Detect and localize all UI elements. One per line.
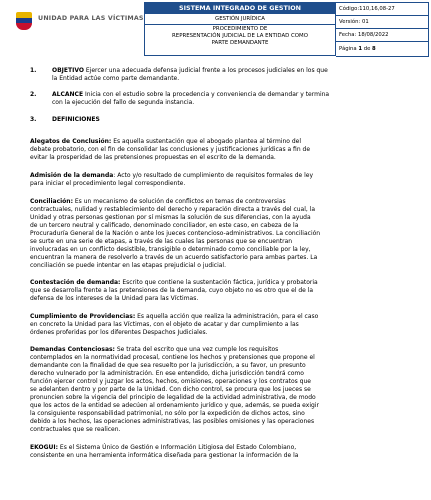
definition-text: contractuales, nulidad y restablecimiento del derecho y reparación directa a través del cual, la (30, 206, 316, 213)
document-version: Versión: 01 (339, 19, 369, 25)
definition-conciliacion (30, 198, 320, 270)
definition-text: Es aquella acción que realiza la administración, para el caso (135, 313, 319, 320)
definition-text: contractuales que se realicen. (30, 426, 121, 433)
definition-ekogui (30, 444, 298, 460)
page-counter (339, 45, 376, 53)
definition-text: de un tercero neutral y calificado, denominado conciliador, en este caso, en cabeza de la (30, 222, 299, 229)
section-number: 2. (30, 91, 37, 98)
page-of: de (363, 46, 371, 52)
definition-text: derecho vulnerado por la administración. En ese entendido, dicha jurisdicción tendrá como (30, 370, 304, 377)
logo-cell (2, 2, 144, 55)
document-code: Código:110,16,08-27 (339, 6, 395, 12)
definition-term: Demandas Contenciosas: (30, 346, 115, 353)
definition-text: la consiguiente responsabilidad patrimonial, no sólo por la expedición de dichos actos, sino (30, 410, 305, 417)
system-title: SISTEMA INTEGRADO DE GESTION (144, 2, 336, 14)
section-title: ALCANCE (52, 91, 84, 98)
definition-cumplimiento (30, 313, 318, 337)
definition-text: función ejercer control y juzgar los actos, hechos, omisiones, operaciones y los contratos que (30, 378, 311, 385)
divider (145, 24, 335, 25)
procedure-line-3: PARTE DEMANDANTE (211, 40, 269, 46)
section-title: DEFINICIONES (52, 116, 100, 123)
page-label: Página (339, 46, 357, 52)
definition-text: órdenes proferidas por los diferentes Despachos Judiciales. (30, 329, 208, 336)
definition-term: Conciliación: (30, 198, 73, 205)
definition-text: contemplados en la normatividad procesal, contiene los hechos y pretensiones que propone el (30, 354, 315, 361)
definition-demandas (30, 346, 319, 434)
section-title: OBJETIVO (52, 67, 84, 74)
definition-text: Es un mecanismo de solución de conflictos en temas de controversias (72, 198, 286, 205)
section-text: con la ejecución del fallo de segunda instancia. (52, 99, 195, 106)
definition-term: Cumplimiento de Providencias: (30, 313, 136, 320)
procedure-line-1: PROCEDIMIENTO DE (212, 26, 268, 32)
definition-text: debido a los hechos, las operaciones administrativas, las posibles omisiones y las operaciones (30, 418, 315, 425)
section-number: 1. (30, 67, 37, 74)
section-text: Inicia con el estudio sobre la procedencia y conveniencia de demandar y termina (83, 91, 330, 98)
definition-text: : Acto y/o resultado de cumplimiento de requisitos formales de ley (113, 172, 314, 179)
definition-text: para iniciar el procedimiento legal correspondiente. (30, 180, 186, 187)
definition-term: EKOGUI: (30, 444, 59, 451)
divider (336, 15, 428, 16)
definition-text: conciliación se puede intentar en las etapas prejudicial o judicial. (30, 262, 227, 269)
page-number: 1 (358, 46, 363, 52)
procedure-line-2: REPRESENTACIÓN JUDICIAL DE LA ENTIDAD COMO (172, 33, 308, 39)
definition-text: que los actos de la entidad se adecúen al ordenamiento jurídico y que, además, se pueda exigir (30, 402, 319, 409)
shield-icon (16, 12, 32, 30)
definition-text: debate probatorio, con el fin de consolidar las conclusiones y justificaciones jurídicas a fin de (30, 146, 311, 153)
definition-text: demandante con la finalidad de que sea resuelto por la jurisdicción, a su favor, un presunto (30, 362, 306, 369)
section-number: 3. (30, 116, 37, 123)
definition-text: se adelanten dentro y por parte de la Unidad. Con dicho control, se procura que los jueces se (30, 386, 311, 393)
definition-text: se surte en una serie de etapas, a través de las cuales las personas que se encuentran (30, 238, 293, 245)
definition-text: defensa de los intereses de la Unidad para las Víctimas. (30, 295, 199, 302)
section-text: Ejercer una adecuada defensa judicial frente a los procesos judiciales en los que (83, 67, 328, 74)
process-cell (144, 14, 336, 56)
definition-contestacion (30, 279, 318, 303)
logo-text: UNIDAD PARA LAS VÍCTIMAS (38, 15, 144, 22)
definition-text: pronuncien sobre la vigencia del principio de legalidad de la actividad administrativa, de modo (30, 394, 316, 401)
definition-text: encuentran la manera de resolverlo a través de un acuerdo satisfactorio para ambas partes. La (30, 254, 318, 261)
definition-text: involucradas en un conflicto desistible, transigible o determinado como conciliable por la ley, (30, 246, 311, 253)
definition-term: Admisión de la demanda (30, 172, 114, 179)
divider (336, 28, 428, 29)
definition-term: Contestación de demanda: (30, 279, 121, 286)
management-name: GESTIÓN JURÍDICA (215, 16, 265, 22)
definition-text: Es aquella sustentación que el abogado plantea al término del (111, 138, 302, 145)
definition-text: en concreto la Unidad para las Víctimas, con el objeto de acatar y dar cumplimiento a las (30, 321, 299, 328)
definition-text: Procuraduría General de la Nación o ante los jueces contencioso-administrativos. La conciliación (30, 230, 321, 237)
definition-text: consistente en una herramienta informática diseñada para gestionar la información de la (30, 452, 299, 459)
divider (336, 41, 428, 42)
document-header (2, 2, 429, 55)
definition-text: evitar la prosperidad de las pretensiones propuestas en el escrito de la demanda. (30, 154, 276, 161)
section-text: la Entidad actúe como parte demandante. (52, 75, 180, 82)
definition-admision (30, 172, 313, 188)
definition-term: Alegatos de Conclusión: (30, 138, 112, 145)
definition-text: Unidad y otras personas gestionan por sí mismas la solución de sus diferencias, con la ayuda (30, 214, 311, 221)
definition-text: Es el Sistema Único de Gestión e Información Litigiosa del Estado Colombiano, (58, 444, 297, 451)
document-date: Fecha: 18/08/2022 (339, 32, 389, 38)
page-total: 8 (372, 46, 376, 52)
definition-text: Se trata del escrito que una vez cumple los requisitos (114, 346, 279, 353)
definition-text: Escrito que contiene la sustentación fáctica, jurídica y probatoria (120, 279, 318, 286)
definition-alegatos (30, 138, 310, 162)
definition-text: que se desarrolla frente a las pretensiones de la demanda, cuyo objeto no es otro que el de la (30, 287, 314, 294)
metadata-cell (336, 2, 429, 57)
